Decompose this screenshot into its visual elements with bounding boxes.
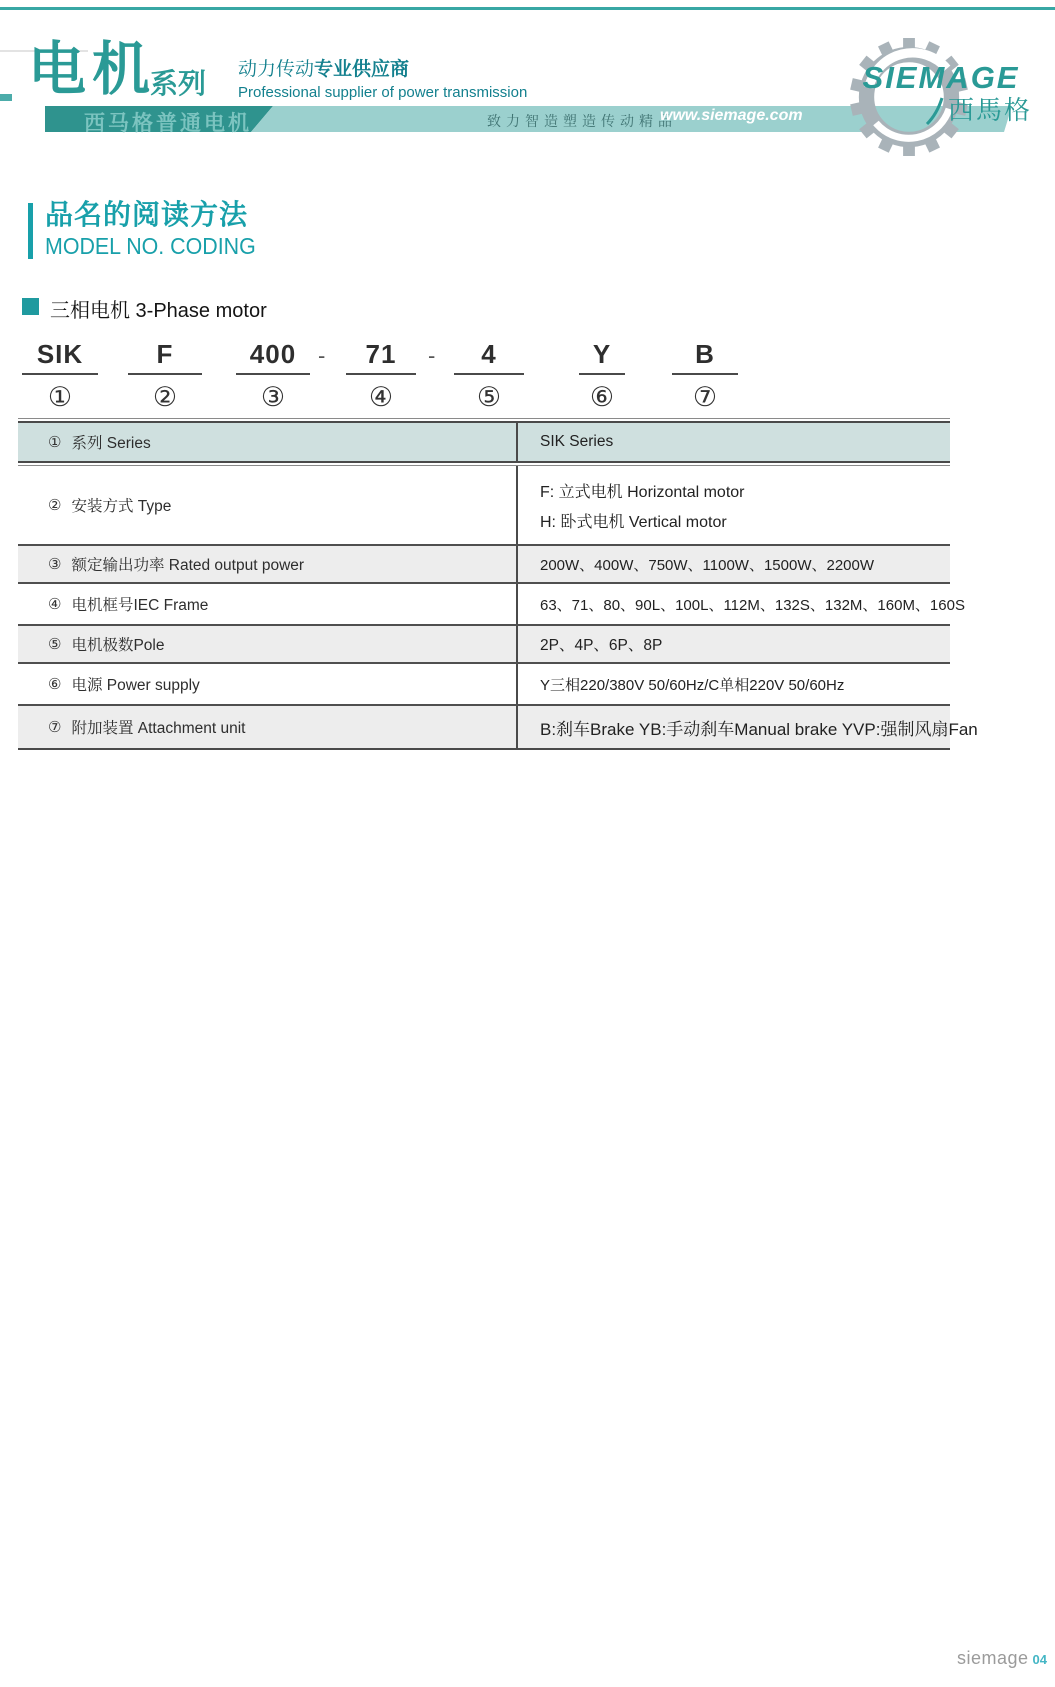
band-slogan: 致力智造塑造传动精品 bbox=[487, 113, 677, 129]
code-dash: - bbox=[318, 343, 326, 368]
table-border bbox=[18, 461, 950, 463]
row-value: 200W、400W、750W、1100W、1500W、2200W bbox=[516, 546, 950, 582]
row-value bbox=[516, 466, 950, 544]
table-row bbox=[18, 626, 950, 662]
code-number: ④ bbox=[368, 382, 394, 412]
code-value: B bbox=[672, 341, 738, 375]
code-dash: - bbox=[428, 343, 436, 368]
row-number: ④ bbox=[48, 596, 62, 613]
row-label bbox=[18, 664, 516, 704]
row-label-text: 附加装置 Attachment unit bbox=[71, 720, 246, 737]
code-segment bbox=[22, 341, 98, 411]
row-label bbox=[18, 584, 516, 624]
code-segment bbox=[236, 341, 310, 411]
code-number: ⑤ bbox=[476, 382, 502, 412]
code-value: F bbox=[128, 341, 202, 375]
code-number: ⑥ bbox=[589, 382, 615, 412]
code-segment bbox=[579, 341, 625, 411]
page-footer bbox=[957, 1648, 1047, 1669]
table-row bbox=[18, 423, 950, 461]
code-segment bbox=[128, 341, 202, 411]
table-row bbox=[18, 466, 950, 544]
code-value: Y bbox=[579, 341, 625, 375]
row-value-line: H: 卧式电机 Vertical motor bbox=[540, 513, 727, 531]
row-label bbox=[18, 706, 516, 748]
code-segment bbox=[454, 341, 524, 411]
code-value: SIK bbox=[22, 341, 98, 375]
code-segment bbox=[672, 341, 738, 411]
page-title-en: MODEL NO. CODING bbox=[45, 233, 256, 259]
code-value: 71 bbox=[346, 341, 416, 375]
brand-title: 电机 bbox=[28, 35, 157, 103]
table-border bbox=[18, 418, 950, 419]
tagline-cn bbox=[238, 60, 409, 81]
scan-artifact-tick bbox=[0, 94, 12, 101]
logo-swoosh-icon bbox=[925, 96, 945, 126]
row-label-text: 电机极数Pole bbox=[71, 637, 165, 654]
title-accent-bar bbox=[28, 203, 33, 259]
brand-suffix: 系列 bbox=[150, 68, 207, 99]
table-row bbox=[18, 546, 950, 582]
row-value-line: F: 立式电机 Horizontal motor bbox=[540, 483, 745, 501]
row-value: 63、71、80、90L、100L、112M、132S、132M、160M、160S bbox=[516, 584, 965, 624]
page-number: 04 bbox=[1032, 1652, 1047, 1667]
code-number: ③ bbox=[260, 382, 286, 412]
footer-brand: siemage bbox=[956, 1648, 1029, 1668]
row-label bbox=[18, 423, 516, 461]
row-label-text: 电源 Power supply bbox=[71, 677, 200, 694]
coding-table bbox=[18, 418, 978, 750]
band-series-label: 西马格普通电机 bbox=[84, 110, 252, 135]
table-row bbox=[18, 706, 978, 748]
row-number: ⑥ bbox=[48, 676, 62, 693]
row-label bbox=[18, 466, 516, 544]
row-label-text: 安装方式 Type bbox=[71, 498, 172, 515]
top-accent-rule bbox=[0, 7, 1055, 10]
row-number: ⑤ bbox=[48, 636, 62, 653]
row-label bbox=[18, 626, 516, 662]
code-value: 4 bbox=[454, 341, 524, 375]
code-segment bbox=[346, 341, 416, 411]
model-code bbox=[0, 341, 800, 419]
code-value: 400 bbox=[236, 341, 310, 375]
row-number: ② bbox=[48, 497, 62, 514]
logo-cn: 西馬格 bbox=[948, 96, 1033, 126]
row-value: Y三相220/380V 50/60Hz/C单相220V 50/60Hz bbox=[516, 664, 950, 704]
code-number: ⑦ bbox=[692, 382, 718, 412]
tagline-cn-bold: 专业供应商 bbox=[314, 59, 410, 80]
tagline-en: Professional supplier of power transmission bbox=[238, 84, 528, 101]
row-number: ① bbox=[48, 434, 62, 451]
bullet-square-icon bbox=[22, 298, 39, 315]
page-title-cn: 品名的阅读方法 bbox=[45, 199, 249, 230]
row-number: ⑦ bbox=[48, 719, 62, 736]
code-number: ① bbox=[47, 382, 73, 412]
website-text: www.siemage.com bbox=[660, 107, 803, 124]
table-row bbox=[18, 584, 965, 624]
row-number: ③ bbox=[48, 556, 62, 573]
row-label bbox=[18, 546, 516, 582]
row-label-text: 系列 Series bbox=[71, 435, 151, 452]
table-border bbox=[18, 748, 950, 750]
row-label-text: 额定输出功率 Rated output power bbox=[71, 557, 305, 574]
row-label-text: 电机框号IEC Frame bbox=[71, 597, 209, 614]
tagline-cn-regular: 动力传动 bbox=[238, 59, 315, 80]
row-value: SIK Series bbox=[516, 423, 950, 461]
row-value: 2P、4P、6P、8P bbox=[516, 626, 950, 662]
row-value: B:刹车Brake YB:手动刹车Manual brake YVP:强制风扇Fan bbox=[516, 706, 978, 748]
code-number: ② bbox=[152, 382, 178, 412]
table-row bbox=[18, 664, 950, 704]
logo-wordmark: SIEMAGE bbox=[862, 60, 1020, 95]
subsection-title: 三相电机 3-Phase motor bbox=[50, 300, 267, 322]
